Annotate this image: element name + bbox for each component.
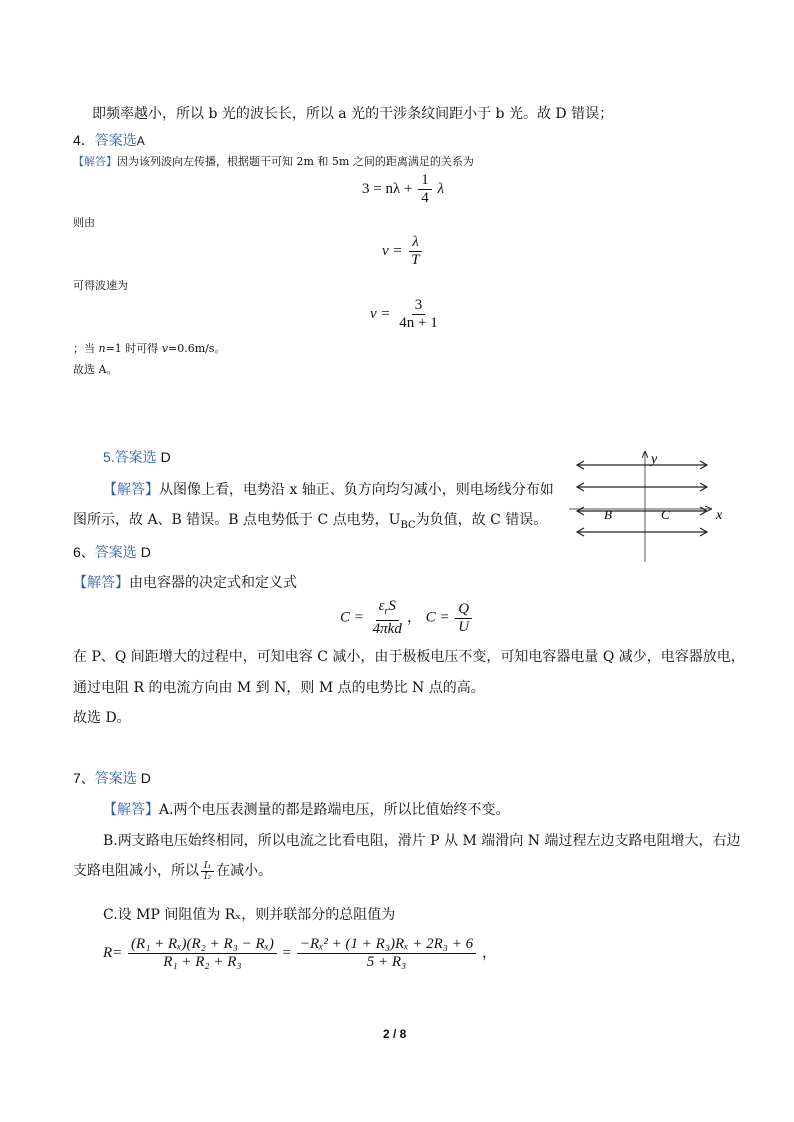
q6-eq-den2: U bbox=[458, 618, 470, 635]
q6-eq-sep: ， bbox=[406, 609, 422, 626]
q6-text3: 通过电阻 R 的电流方向由 M 到 N，则 M 点的电势比 N 点的高。 bbox=[73, 680, 485, 696]
q4-header bbox=[73, 130, 145, 150]
q4-eq1-tail: λ bbox=[437, 180, 444, 197]
point-c-label: C bbox=[661, 507, 670, 522]
q4-eq1-den: 4 bbox=[421, 190, 429, 206]
q4-equation-1 bbox=[362, 172, 444, 207]
electric-field-figure bbox=[565, 448, 730, 566]
q5-line2-end: 为负值，故 C 错误。 bbox=[415, 512, 548, 528]
y-axis-label: y bbox=[651, 452, 658, 467]
q5-solution-tag: 【解答】 bbox=[103, 482, 159, 498]
q6-answer-label: 答案选 bbox=[94, 544, 137, 560]
q5-line2-text: 图所示，故 A、B 错误。B 点电势低于 C 点电势，U bbox=[73, 512, 401, 528]
q7-eq-den1: R₁ + R₂ + R₃ bbox=[163, 954, 242, 970]
q4-text1: 因为该列波向左传播，根据题干可知 2m 和 5m 之间的距离满足的关系为 bbox=[117, 155, 474, 168]
q4-eq2-num: λ bbox=[409, 234, 422, 252]
q7-text-c1: C.设 MP 间阻值为 Rₓ，则并联部分的总阻值为 bbox=[103, 907, 396, 923]
point-b-label: B bbox=[604, 507, 612, 522]
q5-answer: D bbox=[160, 449, 171, 465]
q4-number: 4． bbox=[73, 132, 95, 148]
q4-text4-mid: =1 时可得 bbox=[105, 342, 162, 355]
q6-text2: 在 P、Q 间距增大的过程中，可知电容 C 减小，由于极板电压不变，可知电容器电量 Q 减少，电容器放电， bbox=[73, 649, 745, 665]
page-number: 2 / 8 bbox=[383, 1027, 407, 1041]
q6-eq-num2: Q bbox=[455, 601, 472, 619]
q6-text1: 由电容器的决定式和定义式 bbox=[129, 575, 297, 591]
q7-text-b1: B.两支路电压始终相同，所以电流之比看电阻，滑片 P 从 M 端滑向 N 端过程左边支路电阻增大，右边 bbox=[103, 833, 741, 849]
q7-b2-den: I₂ bbox=[204, 871, 212, 882]
q6-eq-num1-eps: ε bbox=[378, 598, 385, 614]
q7-eq-fraction-2 bbox=[297, 936, 476, 971]
q4-eq3-den: 4n + 1 bbox=[399, 315, 438, 331]
q4-text4-end: =0.6m/s。 bbox=[168, 342, 226, 355]
q7-header bbox=[73, 768, 151, 788]
q4-eq3-fraction bbox=[396, 297, 440, 332]
continuation-line: 即频率越小，所以 b 光的波长长，所以 a 光的干涉条纹间距小于 b 光。故 D 错误； bbox=[92, 106, 614, 122]
field-lines bbox=[577, 461, 707, 536]
q7-eq-den2: 5 + R₃ bbox=[366, 954, 407, 970]
q7-text-a: A.两个电压表测量的都是路端电压，所以比值始终不变。 bbox=[159, 802, 510, 818]
q4-eq1-lhs: 3 = nλ + bbox=[362, 180, 413, 197]
q6-eq-num1 bbox=[376, 598, 399, 621]
q5-line2 bbox=[73, 509, 547, 531]
q4-eq3-num: 3 bbox=[412, 297, 426, 315]
q4-solution-tag: 【解答】 bbox=[73, 155, 117, 168]
q7-equation bbox=[103, 936, 497, 971]
q7-b2-fraction bbox=[201, 861, 214, 882]
q4-text4 bbox=[73, 340, 226, 356]
q4-eq2-den: T bbox=[411, 252, 420, 268]
q6-eq-fraction-2 bbox=[455, 601, 472, 636]
q6-text4: 故选 D。 bbox=[73, 710, 131, 726]
q4-equation-3 bbox=[370, 297, 443, 332]
q4-equation-2 bbox=[382, 234, 425, 269]
q7-solution-tag: 【解答】 bbox=[103, 802, 159, 818]
q4-solution-line bbox=[73, 153, 474, 169]
q5-line1 bbox=[103, 479, 554, 499]
q6-header bbox=[73, 542, 151, 562]
q6-equation bbox=[340, 598, 474, 638]
q5-line1-text: 从图像上看，电势沿 x 轴正、负方向均匀减小，则电场线分布如 bbox=[159, 482, 554, 498]
q7-answer-label: 答案选 bbox=[94, 770, 137, 786]
q4-eq1-fraction bbox=[418, 172, 432, 207]
q6-answer: D bbox=[140, 544, 151, 560]
q4-text4-prefix: ；当 bbox=[73, 342, 99, 355]
q4-eq3-lhs: v = bbox=[370, 305, 391, 322]
q4-eq1-num: 1 bbox=[418, 172, 432, 190]
q7-line-a bbox=[103, 799, 510, 819]
q7-b2-end: 在减小。 bbox=[216, 863, 273, 879]
q4-text3: 可得波速为 bbox=[73, 279, 128, 292]
q6-eq-c2: C = bbox=[425, 609, 450, 626]
q7-eq-lhs: R= bbox=[103, 944, 123, 961]
q7-eq-num2: −Rₓ² + (1 + R₃)Rₓ + 2R₃ + 6 bbox=[297, 936, 476, 954]
q7-eq-num1: (R₁ + Rₓ)(R₂ + R₃ − Rₓ) bbox=[128, 936, 277, 954]
q4-text4-v: v bbox=[161, 342, 169, 355]
q6-eq-fraction-1 bbox=[370, 598, 405, 638]
q7-b2-num: I₁ bbox=[201, 861, 214, 872]
x-axis-label: x bbox=[716, 508, 723, 523]
q6-eq-num1-tail: S bbox=[388, 598, 396, 614]
q4-answer: A bbox=[136, 134, 145, 148]
q6-eq-c1: C = bbox=[340, 609, 364, 626]
q4-text4-n: n bbox=[98, 342, 106, 355]
q6-eq-den1: 4πkd bbox=[372, 621, 402, 637]
q4-answer-label: 答案选 bbox=[94, 132, 137, 148]
q7-b2-pre: 支路电阻减小，所以 bbox=[73, 863, 199, 879]
q4-eq2-lhs: v = bbox=[382, 242, 403, 259]
q7-eq-tail: ， bbox=[481, 944, 497, 961]
q6-solution-tag: 【解答】 bbox=[73, 575, 129, 591]
q6-eq-num1-sub: r bbox=[384, 606, 389, 617]
q7-number: 7、 bbox=[73, 770, 95, 786]
q5-number: 5.答案选 bbox=[103, 449, 157, 465]
q4-eq2-fraction bbox=[408, 234, 422, 269]
q7-eq-fraction-1 bbox=[128, 936, 277, 971]
q7-line-b2 bbox=[73, 860, 272, 882]
q7-eq-equals: = bbox=[282, 944, 292, 961]
q5-line2-sub: BC bbox=[400, 519, 416, 531]
q4-text5: 故选 A。 bbox=[73, 363, 118, 376]
q4-text2: 则由 bbox=[73, 216, 95, 229]
q6-number: 6、 bbox=[73, 544, 95, 560]
q6-line1 bbox=[73, 572, 297, 592]
q7-answer: D bbox=[140, 770, 151, 786]
q5-header bbox=[103, 447, 171, 467]
